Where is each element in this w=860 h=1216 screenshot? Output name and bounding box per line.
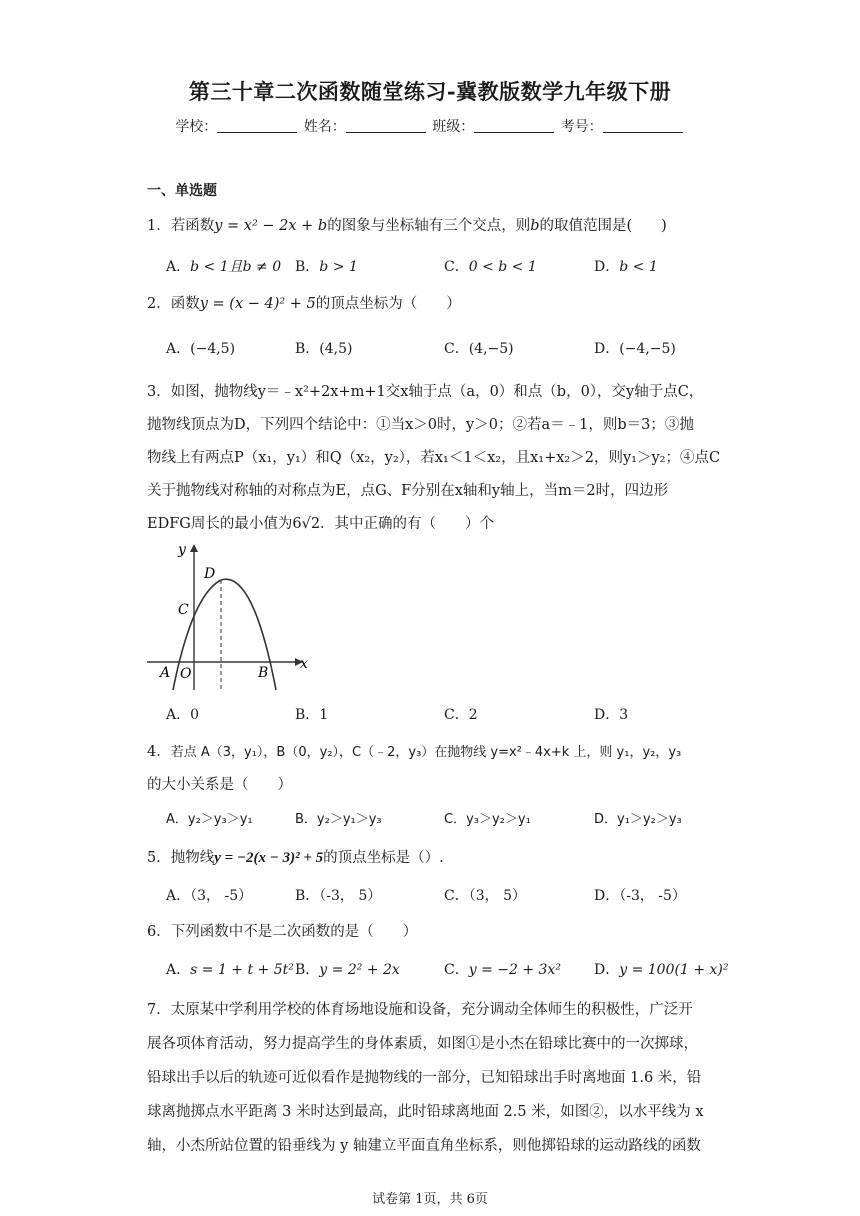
question-7-line-2: 展各项体育活动，努力提高学生的身体素质，如图①是小杰在铅球比赛中的一次掷球， — [147, 1036, 698, 1052]
question-3-line-2: 抛物线顶点为D，下列四个结论中：①当x＞0时，y＞0；②若a＝﹣1，则b＝3；③抛 — [147, 417, 694, 433]
question-2-option-d[interactable]: D．(−4,−5) — [594, 341, 676, 357]
question-4-option-d[interactable]: D．y₁＞y₂＞y₃ — [594, 812, 682, 827]
question-5-option-b[interactable]: B．（-3， 5） — [295, 888, 382, 904]
question-5-stem: 5．抛物线y = −2(x − 3)² + 5的顶点坐标是（）. — [147, 850, 444, 866]
question-5-option-c[interactable]: C．（3， 5） — [444, 888, 526, 904]
question-3-option-a[interactable]: A．0 — [166, 707, 200, 723]
label-B: B — [258, 665, 269, 681]
label-y: y — [178, 542, 186, 558]
label-D: D — [204, 566, 216, 582]
question-3-line-5: EDFG周长的最小值为6√2．其中正确的有（ ）个 — [147, 516, 495, 532]
question-7-line-5: 轴，小杰所站位置的铅垂线为 y 轴建立平面直角坐标系，则他掷铅球的运动路线的函数 — [147, 1138, 701, 1154]
question-2-option-c[interactable]: C．(4,−5) — [444, 341, 514, 357]
question-3-option-d[interactable]: D．3 — [594, 707, 629, 723]
question-7-line-1: 7．太原某中学利用学校的体育场地设施和设备，充分调动全体师生的积极性，广泛开 — [147, 1002, 693, 1018]
class-label: 班级： — [432, 119, 475, 135]
question-2-option-b[interactable]: B．(4,5) — [295, 341, 353, 357]
exam-no-blank[interactable] — [603, 118, 683, 133]
label-C: C — [178, 602, 189, 618]
question-4-option-a[interactable]: A．y₂＞y₃＞y₁ — [166, 812, 253, 827]
exam-no-label: 考号： — [560, 119, 603, 135]
question-4-option-b[interactable]: B．y₂＞y₁＞y₃ — [295, 812, 382, 827]
question-3-line-3: 物线上有两点P（x₁，y₁）和Q（x₂，y₂），若x₁＜1＜x₂，且x₁+x₂＞2，则y₁＞y₂；④点C — [147, 450, 721, 466]
question-6-stem: 6．下列函数中不是二次函数的是（ ） — [147, 924, 418, 940]
school-label: 学校： — [175, 119, 218, 135]
question-6-option-c[interactable]: C．y = −2 + 3x² — [444, 962, 561, 978]
section-title: 一、单选题 — [147, 183, 217, 199]
question-7-line-4: 球离抛掷点水平距离 3 米时达到最高，此时铅球离地面 2.5 米，如图②，以水平线为 x — [147, 1104, 704, 1120]
question-6-option-a[interactable]: A．s = 1 + t + 5t² — [166, 962, 294, 978]
page-title: 第三十章二次函数随堂练习-冀教版数学九年级下册 — [188, 79, 672, 104]
question-1-option-a[interactable]: A．b < 1且b ≠ 0 — [166, 259, 282, 275]
question-2-stem: 2．函数y = (x − 4)² + 5的顶点坐标为（ ） — [147, 296, 461, 312]
label-O: O — [180, 666, 192, 682]
name-blank[interactable] — [346, 118, 426, 133]
question-3-line-4: 关于抛物线对称轴的对称点为E，点G、F分别在x轴和y轴上，当m＝2时，四边形 — [147, 483, 669, 499]
student-info-row — [0, 116, 860, 136]
question-1-stem: 1．若函数y = x² − 2x + b的图象与坐标轴有三个交点，则b的取值范围是( ) — [147, 218, 667, 234]
page-footer: 试卷第 1页，共 6页 — [372, 1192, 488, 1207]
question-5-option-a[interactable]: A．（3， -5） — [166, 888, 253, 904]
question-6-option-d[interactable]: D．y = 100(1 + x)² — [594, 962, 729, 978]
question-1-option-b[interactable]: B．b > 1 — [295, 259, 358, 275]
question-1-option-c[interactable]: C．0 < b < 1 — [444, 259, 537, 275]
question-4-line-2: 的大小关系是（ ） — [147, 777, 292, 793]
question-3-figure — [145, 540, 315, 692]
y-axis-arrow — [190, 544, 198, 552]
school-blank[interactable] — [217, 118, 297, 133]
question-4-line-1: 4．若点 A（3，y₁），B（0，y₂），C（﹣2，y₃）在抛物线 y=x²﹣4x+k 上，则 y₁，y₂，y₃ — [147, 744, 682, 760]
question-3-line-1: 3．如图，抛物线y＝﹣x²+2x+m+1交x轴于点（a，0）和点（b，0），交y轴于点C， — [147, 384, 704, 400]
question-3-option-c[interactable]: C．2 — [444, 707, 478, 723]
label-A: A — [160, 665, 171, 681]
name-label: 姓名： — [303, 119, 346, 135]
question-5-option-d[interactable]: D．（-3， -5） — [594, 888, 686, 904]
question-2-option-a[interactable]: A．(−4,5) — [166, 341, 236, 357]
question-1-option-d[interactable]: D．b < 1 — [594, 259, 658, 275]
question-7-line-3: 铅球出手以后的轨迹可近似看作是抛物线的一部分，已知铅球出手时离地面 1.6 米，铅 — [147, 1070, 702, 1086]
question-3-option-b[interactable]: B．1 — [295, 707, 329, 723]
question-6-option-b[interactable]: B．y = 2² + 2x — [295, 962, 400, 978]
class-blank[interactable] — [474, 118, 554, 133]
label-x: x — [300, 656, 308, 672]
question-4-option-c[interactable]: C．y₃＞y₂＞y₁ — [444, 812, 531, 827]
